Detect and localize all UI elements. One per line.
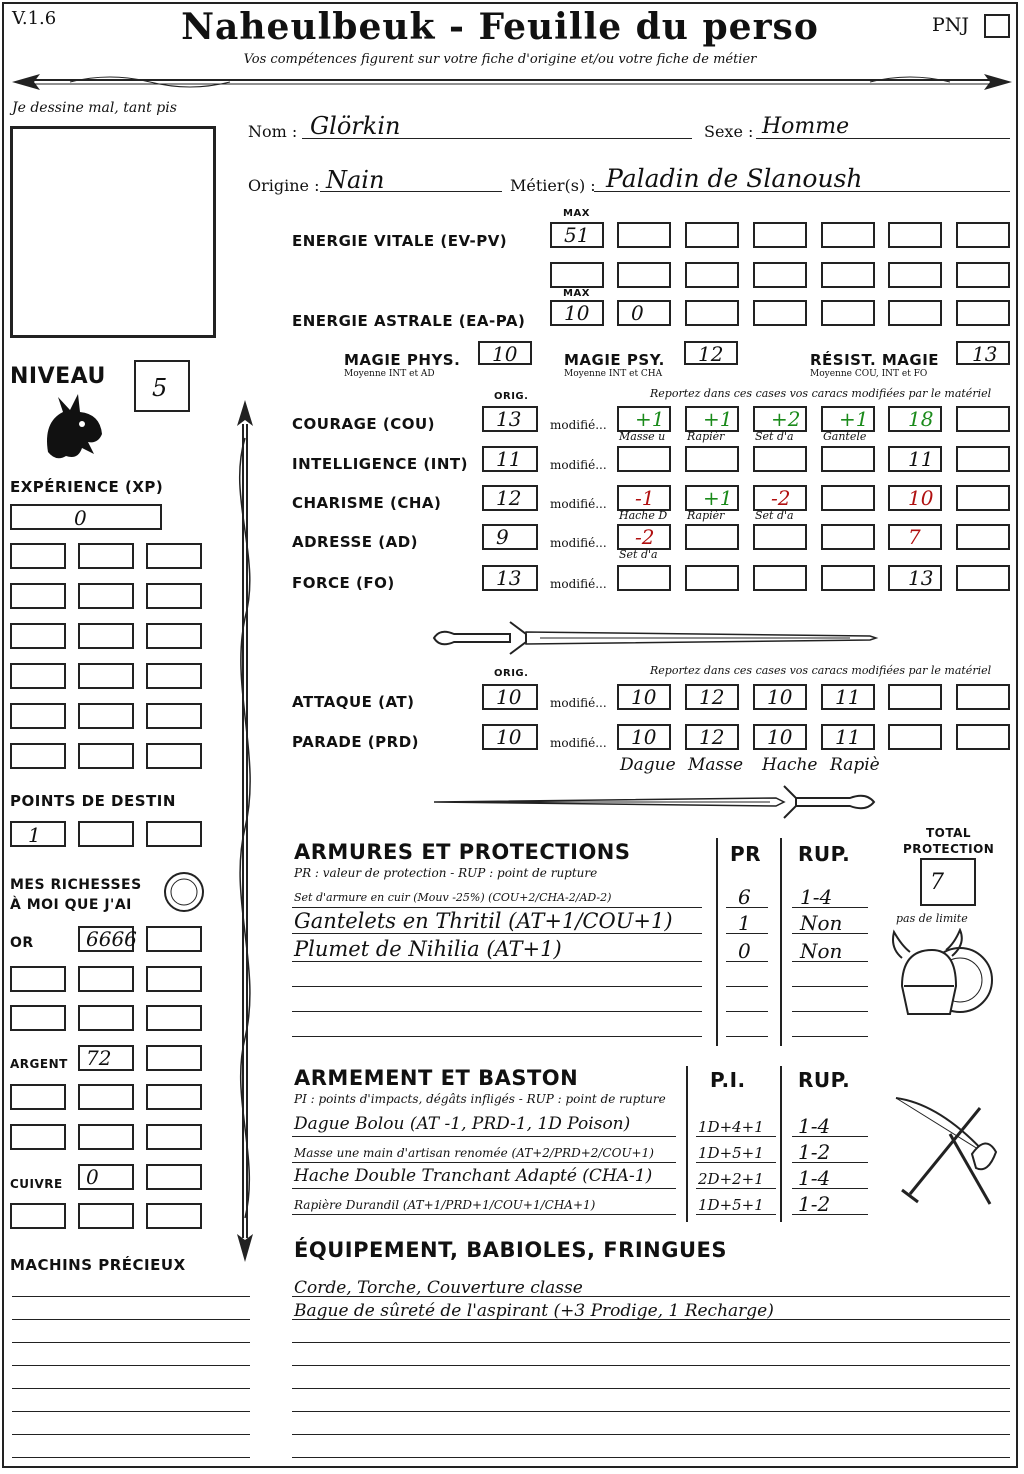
machins-line[interactable] <box>12 1457 250 1458</box>
weapon-pi-line[interactable] <box>696 1188 776 1189</box>
origine-label: Origine : <box>248 176 320 195</box>
combat-orig-box[interactable] <box>482 724 538 750</box>
magie-phys-note: Moyenne INT et AD <box>344 369 435 379</box>
weapon-name: Hache Double Tranchant Adapté (CHA-1) <box>294 1166 653 1186</box>
weapon-name: Masse une main d'artisan renomée (AT+2/PRD+2/COU+1) <box>294 1146 654 1160</box>
stat-mod-note: Rapièr <box>687 430 725 443</box>
ev-box[interactable] <box>821 262 875 288</box>
armor-name: Gantelets en Thritil (AT+1/COU+1) <box>294 909 673 933</box>
richesses-label-2: À MOI QUE J'AI <box>10 897 132 913</box>
wealth-box[interactable] <box>78 966 134 992</box>
combat-report-note: Reportez dans ces cases vos caracs modifiées par le matériel <box>650 664 992 677</box>
weapon-rup: 1-4 <box>798 1166 831 1190</box>
weapons-divider <box>780 1066 782 1222</box>
xp-box[interactable] <box>78 743 134 769</box>
xp-box[interactable] <box>78 543 134 569</box>
equipment-item: Bague de sûreté de l'aspirant (+3 Prodige, 1 Recharge) <box>294 1301 774 1321</box>
armor-pr-line[interactable] <box>726 1011 768 1012</box>
modifie-label: modifié... <box>550 497 607 511</box>
combat-val-box[interactable] <box>888 724 942 750</box>
weapon-pi-line[interactable] <box>696 1162 776 1163</box>
weapon-rup: 1-2 <box>798 1192 831 1216</box>
stat-mod-box[interactable] <box>685 485 739 511</box>
metier-label: Métier(s) : <box>510 176 596 195</box>
wealth-box-value: 72 <box>86 1046 112 1070</box>
combat-val-box-value: 11 <box>835 685 861 709</box>
argent-label: ARGENT <box>10 1057 68 1071</box>
armor-rup-line[interactable] <box>792 1036 868 1037</box>
wealth-box[interactable] <box>146 1084 202 1110</box>
combat-val-box-value: 10 <box>767 725 793 749</box>
report-note: Reportez dans ces cases vos caracs modifiées par le matériel <box>650 387 992 400</box>
cuivre-label: CUIVRE <box>10 1177 63 1191</box>
xp-box[interactable] <box>78 623 134 649</box>
stat-mod-box-value: -2 <box>635 525 655 549</box>
combat-val-box-value: 12 <box>699 685 725 709</box>
armor-rup-label: RUP. <box>798 842 851 866</box>
stat-final-box-value: 10 <box>908 486 934 510</box>
xp-box[interactable] <box>10 663 66 689</box>
xp-box[interactable] <box>146 543 202 569</box>
ev-box[interactable] <box>550 262 604 288</box>
pnj-checkbox[interactable] <box>984 14 1010 38</box>
portrait-caption: Je dessine mal, tant pis <box>12 100 177 116</box>
wealth-box[interactable] <box>146 1124 202 1150</box>
weapon-pi: 1D+4+1 <box>698 1118 764 1136</box>
wealth-box[interactable] <box>146 926 202 952</box>
combat-val-box[interactable] <box>617 684 671 710</box>
wealth-box[interactable] <box>78 1045 134 1071</box>
stat-label: ADRESSE (AD) <box>292 533 419 551</box>
stat-extra-box[interactable] <box>956 446 1010 472</box>
stat-mod-box[interactable] <box>685 446 739 472</box>
sexe-value[interactable]: Homme <box>762 114 850 139</box>
stat-mod-box[interactable] <box>753 485 807 511</box>
armor-line[interactable] <box>292 961 702 962</box>
stat-mod-box-value: +1 <box>839 407 869 431</box>
ev-box[interactable] <box>685 262 739 288</box>
stat-mod-note: Set d'a <box>755 509 794 522</box>
stat-mod-box-value: +1 <box>635 407 665 431</box>
stat-mod-box[interactable] <box>821 524 875 550</box>
machins-line[interactable] <box>12 1388 250 1389</box>
weapon-pi: 1D+5+1 <box>698 1144 764 1162</box>
stat-mod-note: Set d'a <box>755 430 794 443</box>
modifie-label: modifié... <box>550 696 607 710</box>
stat-orig-box-value: 12 <box>496 486 522 510</box>
sword-2-icon <box>430 780 880 824</box>
wealth-box-value: 6666 <box>86 927 137 951</box>
page-title: Naheulbeuk - Feuille du perso <box>181 6 819 48</box>
combat-val-box[interactable] <box>685 684 739 710</box>
weapons-divider <box>686 1066 688 1222</box>
stat-mod-box[interactable] <box>617 446 671 472</box>
wealth-box[interactable] <box>10 1124 66 1150</box>
ev-label: ENERGIE VITALE (EV-PV) <box>292 232 508 250</box>
combat-val-box-value: 10 <box>767 685 793 709</box>
combat-val-box[interactable] <box>956 724 1010 750</box>
page-subtitle: Vos compétences figurent sur votre fiche d'origine et/ou votre fiche de métier <box>243 52 757 67</box>
combat-val-box-value: 12 <box>699 725 725 749</box>
ev-box[interactable] <box>617 222 671 248</box>
stat-final-box[interactable] <box>888 446 942 472</box>
weapon-name: Dague Bolou (AT -1, PRD-1, 1D Poison) <box>294 1114 631 1134</box>
combat-val-box-value: 11 <box>835 725 861 749</box>
coin-icon <box>162 870 206 914</box>
stat-orig-box[interactable] <box>482 485 538 511</box>
stat-final-box[interactable] <box>888 406 942 432</box>
ea-box[interactable] <box>550 300 604 326</box>
magie-psy-label: MAGIE PSY. <box>564 351 665 369</box>
stat-mod-box[interactable] <box>617 524 671 550</box>
stat-mod-note: Set d'a <box>619 548 658 561</box>
combat-val-box[interactable] <box>753 684 807 710</box>
armor-line[interactable] <box>292 933 702 934</box>
weapon-pi: 2D+2+1 <box>698 1170 764 1188</box>
modifie-label: modifié... <box>550 418 607 432</box>
magie-phys-label: MAGIE PHYS. <box>344 351 461 369</box>
stat-mod-note: Masse u <box>619 430 666 443</box>
ev-box[interactable] <box>550 222 604 248</box>
stat-mod-box[interactable] <box>821 565 875 591</box>
modifie-label: modifié... <box>550 458 607 472</box>
ea-box[interactable] <box>888 300 942 326</box>
stat-extra-box[interactable] <box>956 485 1010 511</box>
combat-val-box[interactable] <box>821 684 875 710</box>
equipment-line[interactable] <box>292 1434 1010 1435</box>
destin-box[interactable]: 1 <box>10 821 66 847</box>
combat-label: PARADE (PRD) <box>292 733 420 751</box>
stat-mod-box-value: +1 <box>703 407 733 431</box>
destin-box[interactable] <box>146 821 202 847</box>
armor-note: PR : valeur de protection - RUP : point de rupture <box>294 866 598 880</box>
combat-val-box[interactable] <box>753 724 807 750</box>
stat-mod-note: Rapièr <box>687 509 725 522</box>
sword-icon <box>430 612 880 662</box>
ev-box[interactable] <box>888 222 942 248</box>
armor-name: Plumet de Nihilia (AT+1) <box>294 937 562 961</box>
ea-max-label: MAX <box>563 288 590 299</box>
xp-box[interactable] <box>78 703 134 729</box>
ev-box[interactable] <box>956 222 1010 248</box>
ea-label: ENERGIE ASTRALE (EA-PA) <box>292 312 526 330</box>
stat-extra-box[interactable] <box>956 406 1010 432</box>
wealth-box[interactable] <box>78 926 137 952</box>
ev-box[interactable] <box>753 222 807 248</box>
weapon-column-label: Masse <box>688 755 744 775</box>
ea-box[interactable] <box>617 300 671 326</box>
limit-note: pas de limite <box>896 912 968 925</box>
xp-box[interactable] <box>78 583 134 609</box>
niveau-label: NIVEAU <box>10 364 106 389</box>
equipment-item: Corde, Torche, Couverture classe <box>294 1278 583 1298</box>
stat-mod-box-value: +2 <box>771 407 801 431</box>
stat-label: CHARISME (CHA) <box>292 494 442 512</box>
armor-line[interactable] <box>292 986 702 987</box>
equipment-line[interactable] <box>292 1342 1010 1343</box>
weapon-line[interactable] <box>292 1162 676 1163</box>
total-label: TOTAL <box>926 826 972 840</box>
resist-magie-note: Moyenne COU, INT et FO <box>810 369 928 379</box>
stat-mod-box-value: -1 <box>635 486 655 510</box>
or-label: OR <box>10 935 34 951</box>
xp-box[interactable] <box>146 703 202 729</box>
machins-label: MACHINS PRÉCIEUX <box>10 1256 186 1274</box>
niveau-box[interactable]: 5 <box>134 360 190 412</box>
modifie-label: modifié... <box>550 577 607 591</box>
armor-divider <box>780 838 782 1046</box>
wealth-box-value: 0 <box>86 1165 99 1189</box>
total-protection-box[interactable]: 7 <box>920 858 976 906</box>
stat-orig-box-value: 13 <box>496 566 522 590</box>
wealth-box[interactable] <box>78 1164 134 1190</box>
helmet-shield-icon <box>888 928 998 1028</box>
modifie-label: modifié... <box>550 736 607 750</box>
ev-box[interactable] <box>821 222 875 248</box>
stat-mod-box[interactable] <box>753 446 807 472</box>
weapon-column-label: Rapiè <box>830 755 880 775</box>
stat-mod-box[interactable] <box>753 565 807 591</box>
stat-mod-box[interactable] <box>753 524 807 550</box>
equipment-title: ÉQUIPEMENT, BABIOLES, FRINGUES <box>294 1238 727 1262</box>
armor-pr: 0 <box>738 939 751 963</box>
stat-final-box-value: 18 <box>908 407 934 431</box>
stat-mod-note: Hache D <box>619 509 668 522</box>
xp-box[interactable] <box>146 663 202 689</box>
armor-rup: Non <box>800 939 843 963</box>
weapons-icon <box>890 1094 1000 1212</box>
armor-divider <box>716 838 718 1046</box>
wealth-box[interactable] <box>10 1084 66 1110</box>
stat-final-box[interactable] <box>888 485 942 511</box>
ea-box-value: 10 <box>564 301 590 325</box>
weapon-line[interactable] <box>292 1214 676 1215</box>
armor-pr-line[interactable] <box>726 1036 768 1037</box>
stat-mod-box[interactable] <box>685 406 739 432</box>
dragon-icon <box>38 392 108 464</box>
stat-final-box-value: 13 <box>908 566 934 590</box>
combat-val-box[interactable] <box>821 724 875 750</box>
resist-magie-box[interactable]: 13 <box>956 341 1010 365</box>
wealth-box[interactable] <box>10 1203 66 1229</box>
weapon-column-label: Hache <box>762 755 818 775</box>
stat-orig-box-value: 9 <box>496 525 509 549</box>
armor-name: Set d'armure en cuir (Mouv -25%) (COU+2/CHA-2/AD-2) <box>294 891 612 904</box>
xp-label: EXPÉRIENCE (XP) <box>10 478 164 496</box>
combat-val-box[interactable] <box>956 684 1010 710</box>
weapon-rup: 1-4 <box>798 1114 831 1138</box>
wealth-box[interactable] <box>78 1124 134 1150</box>
stat-mod-box-value: -2 <box>771 486 791 510</box>
stat-orig-box-value: 13 <box>496 407 522 431</box>
ev-box-value: 51 <box>564 223 590 247</box>
xp-box[interactable] <box>78 663 134 689</box>
equipment-line[interactable] <box>292 1365 1010 1366</box>
equipment-line[interactable] <box>292 1388 1010 1389</box>
combat-orig-box-value: 10 <box>496 725 522 749</box>
wealth-box[interactable] <box>146 966 202 992</box>
machins-line[interactable] <box>12 1411 250 1412</box>
xp-box[interactable] <box>146 743 202 769</box>
wealth-box[interactable] <box>78 1084 134 1110</box>
xp-box[interactable] <box>10 743 66 769</box>
stat-extra-box[interactable] <box>956 524 1010 550</box>
xp-box[interactable] <box>10 623 66 649</box>
armor-line[interactable] <box>292 1036 702 1037</box>
weapon-pi: 1D+5+1 <box>698 1196 764 1214</box>
stat-mod-box[interactable] <box>617 406 671 432</box>
ev-box[interactable] <box>753 262 807 288</box>
pr-label: PR <box>730 842 762 866</box>
pnj-label: PNJ <box>932 14 970 36</box>
vertical-spear-icon <box>222 398 268 1264</box>
ea-box-value: 0 <box>631 301 644 325</box>
machins-line[interactable] <box>12 1296 250 1297</box>
ev-box[interactable] <box>617 262 671 288</box>
equipment-line[interactable] <box>292 1457 1010 1458</box>
orig-label: ORIG. <box>494 391 529 402</box>
wealth-box[interactable] <box>78 1005 134 1031</box>
stat-mod-box[interactable] <box>617 565 671 591</box>
ea-box[interactable] <box>753 300 807 326</box>
combat-val-box[interactable] <box>888 684 942 710</box>
weapons-rup-label: RUP. <box>798 1068 851 1092</box>
ea-box[interactable] <box>956 300 1010 326</box>
equipment-line[interactable] <box>292 1411 1010 1412</box>
ev-box[interactable] <box>888 262 942 288</box>
ev-max-label: MAX <box>563 208 590 219</box>
weapons-title: ARMEMENT ET BASTON <box>294 1066 579 1090</box>
armor-rup-line[interactable] <box>792 986 868 987</box>
pi-label: P.I. <box>710 1068 746 1092</box>
stat-final-box[interactable] <box>888 524 942 550</box>
version-label: V.1.6 <box>12 8 57 29</box>
nom-label: Nom : <box>248 122 298 141</box>
stat-mod-box[interactable] <box>821 406 875 432</box>
stat-orig-box[interactable] <box>482 406 538 432</box>
armor-rup: 1-4 <box>800 885 833 909</box>
armor-pr: 6 <box>738 885 751 909</box>
stat-mod-box[interactable] <box>617 485 671 511</box>
wealth-box[interactable] <box>10 1005 66 1031</box>
combat-val-box[interactable] <box>617 724 671 750</box>
portrait-box[interactable] <box>10 126 216 338</box>
weapon-pi-line[interactable] <box>696 1214 776 1215</box>
weapons-note: PI : points d'impacts, dégâts infligés - RUP : point de rupture <box>294 1092 666 1106</box>
weapon-pi-line[interactable] <box>696 1136 776 1137</box>
nom-value[interactable]: Glörkin <box>310 112 401 140</box>
xp-box[interactable]: 0 <box>10 504 162 530</box>
stat-mod-box[interactable] <box>685 565 739 591</box>
combat-orig-label: ORIG. <box>494 668 529 679</box>
stat-extra-box[interactable] <box>956 565 1010 591</box>
stat-orig-box[interactable] <box>482 446 538 472</box>
weapon-line[interactable] <box>292 1188 676 1189</box>
combat-orig-box-value: 10 <box>496 685 522 709</box>
magie-psy-box[interactable]: 12 <box>684 341 738 365</box>
stat-orig-box[interactable] <box>482 565 538 591</box>
stat-label: COURAGE (COU) <box>292 415 436 433</box>
magie-psy-note: Moyenne INT et CHA <box>564 369 663 379</box>
stat-mod-box[interactable] <box>821 485 875 511</box>
weapon-name: Rapière Durandil (AT+1/PRD+1/COU+1/CHA+1) <box>294 1198 596 1212</box>
ev-box[interactable] <box>685 222 739 248</box>
wealth-box[interactable] <box>10 966 66 992</box>
wealth-box[interactable] <box>146 1045 202 1071</box>
stat-label: FORCE (FO) <box>292 574 395 592</box>
origine-value[interactable]: Nain <box>326 166 385 194</box>
spear-divider-icon <box>10 66 1014 96</box>
modifie-label: modifié... <box>550 536 607 550</box>
stat-final-box[interactable] <box>888 565 942 591</box>
stat-mod-box-value: +1 <box>703 486 733 510</box>
armor-line[interactable] <box>292 1011 702 1012</box>
ea-box[interactable] <box>821 300 875 326</box>
xp-box[interactable] <box>10 583 66 609</box>
ev-box[interactable] <box>956 262 1010 288</box>
xp-box[interactable] <box>146 623 202 649</box>
combat-val-box-value: 10 <box>631 685 657 709</box>
destin-label: POINTS DE DESTIN <box>10 792 176 810</box>
xp-box[interactable] <box>10 703 66 729</box>
stat-orig-box[interactable] <box>482 524 538 550</box>
stat-orig-box-value: 11 <box>496 447 522 471</box>
stat-mod-box[interactable] <box>685 524 739 550</box>
combat-val-box-value: 10 <box>631 725 657 749</box>
xp-box[interactable] <box>146 583 202 609</box>
weapon-rup: 1-2 <box>798 1140 831 1164</box>
armor-title: ARMURES ET PROTECTIONS <box>294 840 631 864</box>
wealth-box[interactable] <box>146 1203 202 1229</box>
richesses-label: MES RICHESSES <box>10 877 142 893</box>
xp-box[interactable] <box>10 543 66 569</box>
armor-line[interactable] <box>292 907 702 908</box>
stat-mod-note: Gantele <box>823 430 867 443</box>
combat-label: ATTAQUE (AT) <box>292 693 415 711</box>
machins-line[interactable] <box>12 1342 250 1343</box>
destin-box[interactable] <box>78 821 134 847</box>
combat-orig-box[interactable] <box>482 684 538 710</box>
sexe-label: Sexe : <box>704 122 754 141</box>
wealth-box[interactable] <box>146 1164 202 1190</box>
stat-mod-box[interactable] <box>821 446 875 472</box>
armor-pr-line[interactable] <box>726 986 768 987</box>
machins-line[interactable] <box>12 1434 250 1435</box>
resist-magie-label: RÉSIST. MAGIE <box>810 351 940 369</box>
combat-val-box[interactable] <box>685 724 739 750</box>
machins-line[interactable] <box>12 1319 250 1320</box>
armor-rup: Non <box>800 911 843 935</box>
wealth-box[interactable] <box>146 1005 202 1031</box>
weapon-column-label: Dague <box>620 755 676 775</box>
magie-phys-box[interactable]: 10 <box>478 341 532 365</box>
metier-value[interactable]: Paladin de Slanoush <box>606 164 863 193</box>
wealth-box[interactable] <box>78 1203 134 1229</box>
weapon-line[interactable] <box>292 1136 676 1137</box>
ea-box[interactable] <box>685 300 739 326</box>
stat-label: INTELLIGENCE (INT) <box>292 455 468 473</box>
machins-line[interactable] <box>12 1365 250 1366</box>
stat-final-box-value: 11 <box>908 447 934 471</box>
protection-label: PROTECTION <box>903 842 995 856</box>
stat-mod-box[interactable] <box>753 406 807 432</box>
stat-final-box-value: 7 <box>908 525 921 549</box>
armor-pr: 1 <box>738 911 751 935</box>
armor-rup-line[interactable] <box>792 1011 868 1012</box>
